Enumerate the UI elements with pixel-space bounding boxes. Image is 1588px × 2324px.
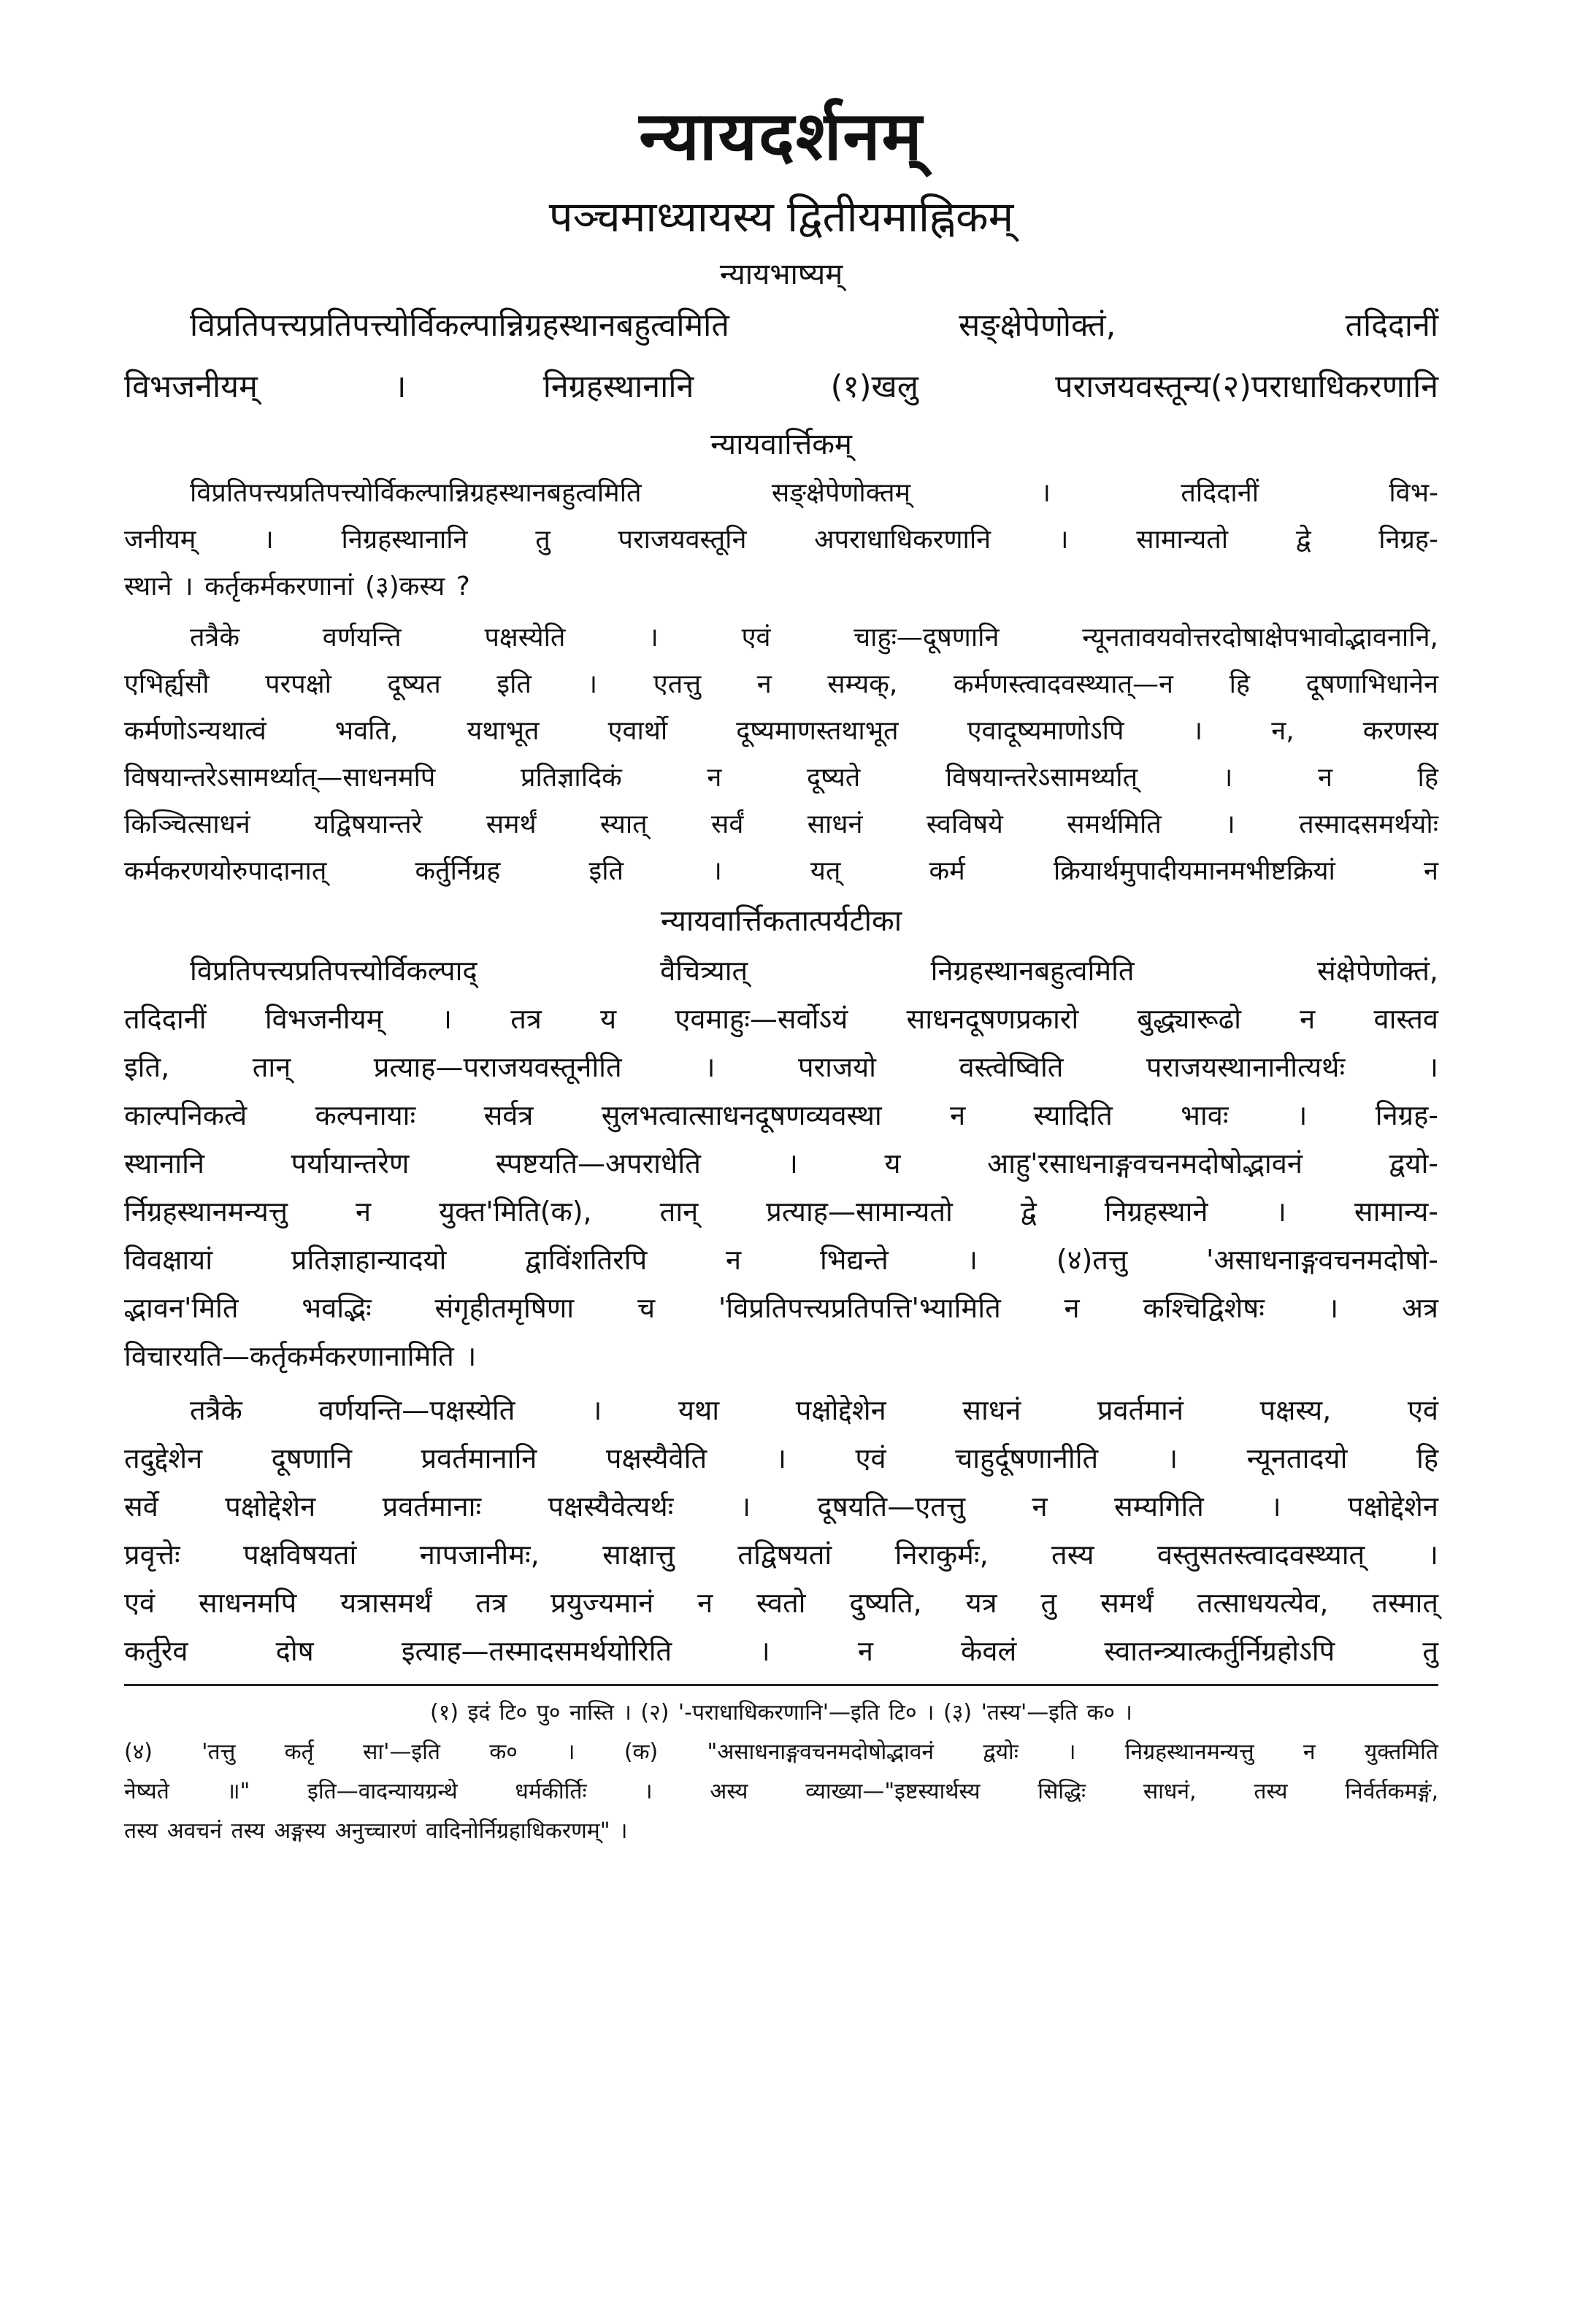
vartika-line: स्थाने । कर्तृकर्मकरणानां (३)कस्य ? — [124, 572, 470, 601]
bhashya-section — [124, 300, 1438, 412]
tika-line: विवक्षायां प्रतिज्ञाहान्यादयो द्वाविंशतिरपि न भिद्यन्ते । (४)तत्तु 'असाधनाङ्गवचनमदोषो- — [124, 1244, 1438, 1276]
tika-line: तदिदानीं विभजनीयम् । तत्र य एवमाहुः—सर्वोऽयं साधनदूषणप्रकारो बुद्ध्यारूढो न वास्तव — [124, 1003, 1438, 1035]
tika-line: एवं साधनमपि यत्रासमर्थं तत्र प्रयुज्यमानं न स्वतो दुष्यति, यत्र तु समर्थं तत्साधयत्येव, तस्मात् — [124, 1587, 1438, 1619]
document-page — [124, 66, 1438, 1851]
footnotes — [124, 1693, 1438, 1851]
footnote-line: (४) 'तत्तु कर्तृ सा'—इति क० । (क) "असाधनाङ्गवचनमदोषोद्भावनं द्वयोः । निग्रहस्थानमन्यत्तु न युक्तमिति — [124, 1739, 1438, 1765]
tika-line: स्थानानि पर्यायान्तरेण स्पष्टयति—अपराधेति । य आहु'रसाधनाङ्गवचनमदोषोद्भावनं द्वयो- — [124, 1147, 1438, 1180]
vartika-line: तत्रैके वर्णयन्ति पक्षस्येति । एवं चाहुः—दूषणानि न्यूनतावयवोत्तरदोषाक्षेपभावोद्भावनानि, — [190, 623, 1438, 653]
page-title: न्यायदर्शनम् — [639, 97, 924, 175]
tika-heading: न्यायवार्त्तिकतात्पर्यटीका — [660, 904, 902, 938]
footnote-line: तस्य अवचनं तस्य अङ्गस्य अनुच्चारणं वादिनोर्निग्रहाधिकरणम्" । — [124, 1818, 628, 1844]
footnote-divider — [124, 1684, 1438, 1686]
tika-line: प्रवृत्तेः पक्षविषयतां नापजानीमः, साक्षात्तु तद्विषयतां निराकुर्मः, तस्य वस्तुसतस्त्वादवस्थ्यात् । — [124, 1539, 1438, 1571]
tika-line: विचारयति—कर्तृकर्मकरणानामिति । — [124, 1340, 477, 1372]
page-subtitle: पञ्चमाध्यायस्य द्वितीयमाह्निकम् — [548, 192, 1014, 242]
tika-line: विप्रतिपत्त्यप्रतिपत्त्योर्विकल्पाद् वैचित्र्यात् निग्रहस्थानबहुत्वमिति संक्षेपेणोक्तं, — [190, 955, 1438, 987]
tika-line: इति, तान् प्रत्याह—पराजयवस्तूनीति । पराजयो वस्त्वेष्विति पराजयस्थानानीत्यर्थः । — [124, 1051, 1438, 1083]
tika-line: सर्वे पक्षोद्देशेन प्रवर्तमानाः पक्षस्यैवेत्यर्थः । दूषयति—एतत्तु न सम्यगिति । पक्षोद्देशेन — [124, 1490, 1438, 1523]
vartika-line: विप्रतिपत्त्यप्रतिपत्त्योर्विकल्पान्निग्रहस्थानबहुत्वमिति सङ्क्षेपेणोक्तम् । तदिदानीं विभ- — [190, 478, 1438, 508]
vartika-line: विषयान्तरेऽसामर्थ्यात्—साधनमपि प्रतिज्ञादिकं न दूष्यते विषयान्तरेऽसामर्थ्यात् । न हि — [124, 763, 1438, 793]
vartika-line: जनीयम् । निग्रहस्थानानि तु पराजयवस्तूनि अपराधाधिकरणानि । सामान्यतो द्वे निग्रह- — [124, 525, 1438, 555]
bhashya-line: विभजनीयम् । निग्रहस्थानानि (१)खलु पराजयवस्तून्य(२)पराधाधिकरणानि — [124, 369, 1438, 405]
vartika-line: एभिर्ह्यसौ परपक्षो दूष्यत इति । एतत्तु न सम्यक्, कर्मणस्त्वादवस्थ्यात्—न हि दूषणाभिधानेन — [124, 669, 1438, 699]
bhashya-line: विप्रतिपत्त्यप्रतिपत्त्योर्विकल्पान्निग्रहस्थानबहुत्वमिति सङ्क्षेपेणोक्तं, तदिदानीं — [190, 307, 1438, 344]
tika-line: तत्रैके वर्णयन्ति—पक्षस्येति । यथा पक्षोद्देशेन साधनं प्रवर्तमानं पक्षस्य, एवं — [190, 1394, 1438, 1426]
tika-section — [124, 947, 1438, 1675]
footnote-line: नेष्यते ॥" इति—वादन्यायग्रन्थे धर्मकीर्तिः । अस्य व्याख्या—"इष्टस्यार्थस्य सिद्धिः साधनं, तस्य निर्वर्तकमङ्गं, — [124, 1779, 1438, 1804]
bhashya-heading: न्यायभाष्यम् — [719, 258, 843, 291]
vartika-line: किञ्चित्साधनं यद्विषयान्तरे समर्थं स्यात् सर्वं साधनं स्वविषये समर्थमिति । तस्मादसमर्थयोः — [124, 809, 1438, 839]
vartika-line: कर्मणोऽन्यथात्वं भवति, यथाभूत एवार्थो दूष्यमाणस्तथाभूत एवादूष्यमाणोऽपि । न, करणस्य — [124, 716, 1438, 746]
vartika-section — [124, 470, 1438, 895]
tika-line: द्भावन'मिति भवद्भिः संगृहीतमृषिणा च 'विप्रतिपत्त्यप्रतिपत्ति'भ्यामिति न कश्चिद्विशेषः । अत्र — [124, 1292, 1438, 1324]
footnote-line: (१) इदं टि० पु० नास्ति । (२) '-पराधाधिकरणानि'—इति टि० । (३) 'तस्य'—इति क० । — [430, 1700, 1132, 1725]
vartika-line: कर्मकरणयोरुपादानात् कर्तुर्निग्रह इति । यत् कर्म क्रियार्थमुपादीयमानमभीष्टक्रियां न — [124, 856, 1438, 886]
tika-line: कर्तुरेव दोष इत्याह—तस्मादसमर्थयोरिति । न केवलं स्वातन्त्र्यात्कर्तुर्निग्रहोऽपि तु — [124, 1635, 1438, 1667]
tika-line: तदुद्देशेन दूषणानि प्रवर्तमानानि पक्षस्यैवेति । एवं चाहुर्दूषणानीति । न्यूनतादयो हि — [124, 1442, 1438, 1474]
vartika-heading: न्यायवार्त्तिकम् — [710, 428, 852, 461]
tika-line: काल्पनिकत्वे कल्पनायाः सर्वत्र सुलभत्वात्साधनदूषणव्यवस्था न स्यादिति भावः । निग्रह- — [124, 1099, 1438, 1131]
tika-line: र्निग्रहस्थानमन्यत्तु न युक्त'मिति(क), तान् प्रत्याह—सामान्यतो द्वे निग्रहस्थाने । सामान्य- — [124, 1196, 1438, 1228]
